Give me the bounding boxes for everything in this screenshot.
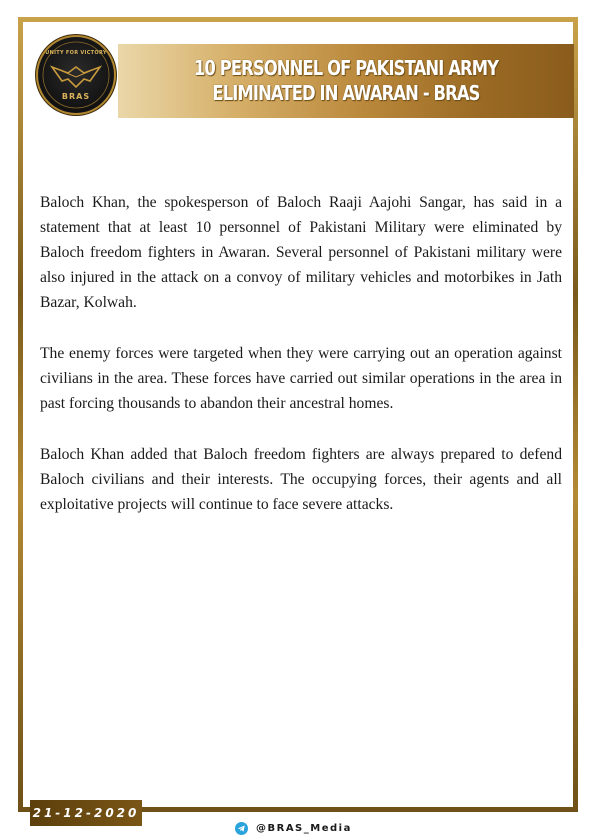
statement-date: 21-12-2020 — [32, 806, 140, 820]
paragraph-3: Baloch Khan added that Baloch freedom fighters are always prepared to defend Baloch civilians and their interests. The occupying forces, their agents and all exploitative projects will continue to face severe attacks. — [40, 446, 562, 513]
paragraph-2: The enemy forces were targeted when they were carrying out an operation against civilians in the area. These forces have carried out similar operations in the area in past forcing thousands to abandon their ancestral homes. — [40, 345, 562, 412]
title-banner — [118, 44, 574, 118]
logo-emblem-icon — [38, 37, 114, 113]
media-handle: @BRAS_Media — [256, 822, 352, 834]
social-handle — [235, 820, 352, 836]
date-badge — [30, 800, 142, 826]
telegram-icon — [235, 822, 248, 835]
page-title: 10 PERSONNEL OF PAKISTANI ARMY ELIMINATED IN AWARAN - BRAS — [193, 56, 499, 105]
logo-motto: UNITY FOR VICTORY — [45, 50, 107, 56]
bras-logo — [38, 37, 114, 113]
logo-name: BRAS — [61, 92, 91, 101]
statement-body — [40, 190, 562, 543]
paragraph-1: Baloch Khan, the spokesperson of Baloch Raaji Aajohi Sangar, has said in a statement that at least 10 personnel of Pakistani Military were eliminated by Baloch freedom fighters in Awaran. Several personnel of Pakistani military were also injured in the attack on a convoy of military vehicles and motorbikes in Jath Bazar, Kolwah. — [40, 194, 562, 311]
